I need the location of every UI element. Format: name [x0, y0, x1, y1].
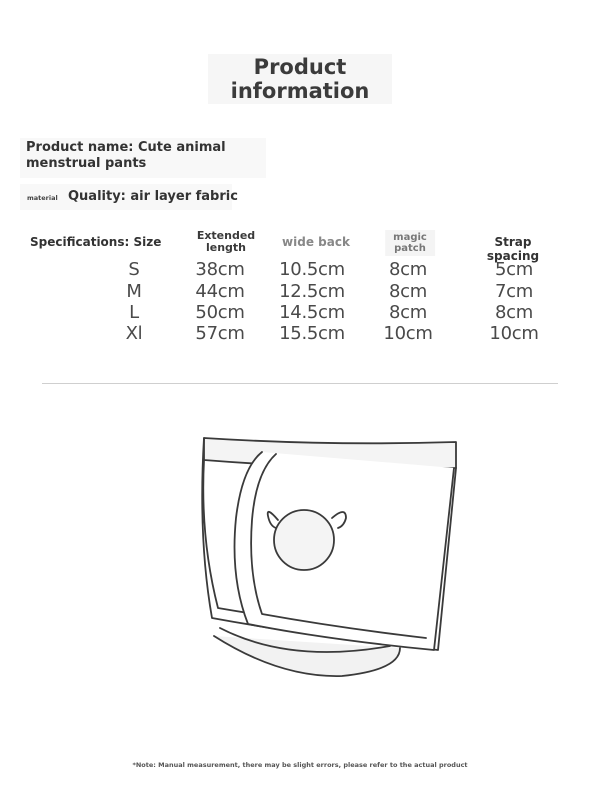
wide-back-cell: 12.5cm [279, 281, 345, 302]
wide-back-cell: 10.5cm [279, 259, 345, 280]
magic-patch-cell: 8cm [389, 281, 427, 302]
header-wide-back: wide back [282, 235, 350, 249]
specifications-label: Specifications: Size [30, 235, 162, 249]
quality-text: Quality: air layer fabric [68, 189, 238, 204]
magic-patch-cell: 8cm [389, 302, 427, 323]
title-line-2: information [230, 79, 370, 103]
strap-spacing-cell: 8cm [495, 302, 533, 323]
strap-spacing-cell: 5cm [495, 259, 533, 280]
title-line-1: Product [253, 55, 347, 79]
menstrual-pants-illustration [190, 428, 470, 698]
material-label: material [27, 194, 58, 202]
wide-back-cell: 15.5cm [279, 323, 345, 344]
strap-spacing-cell: 7cm [495, 281, 533, 302]
header-strap-spacing: Strap spacing [486, 235, 540, 263]
animal-face-icon [274, 510, 334, 570]
wide-back-cell: 14.5cm [279, 302, 345, 323]
size-cell: M [126, 281, 142, 302]
divider-line [42, 383, 558, 384]
size-cell: L [129, 302, 139, 323]
page-title [0, 55, 600, 103]
extended-cell: 38cm [195, 259, 245, 280]
spec-row-m [0, 281, 600, 303]
strap-spacing-cell: 10cm [489, 323, 539, 344]
header-extended-line-2: length [205, 241, 247, 254]
header-extended-line-1: Extended [196, 229, 256, 242]
magic-patch-cell: 10cm [383, 323, 433, 344]
spec-row-l [0, 302, 600, 324]
measurement-note: *Note: Manual measurement, there may be slight errors, please refer to the actual product [132, 761, 468, 769]
extended-cell: 57cm [195, 323, 245, 344]
spec-row-s [0, 259, 600, 281]
product-name-line-1: Product name: Cute animal [26, 140, 226, 155]
header-magic-line-2: patch [394, 243, 426, 254]
wrap-flap-outline [235, 452, 455, 650]
header-magic-line-1: magic [393, 232, 427, 243]
size-cell: Xl [125, 323, 143, 344]
header-extended-length [197, 230, 255, 254]
header-magic-patch [385, 230, 435, 256]
extended-cell: 50cm [195, 302, 245, 323]
spec-row-xl [0, 323, 600, 345]
product-name-line-2: menstrual pants [26, 156, 147, 171]
magic-patch-cell: 8cm [389, 259, 427, 280]
size-cell: S [128, 259, 140, 280]
extended-cell: 44cm [195, 281, 245, 302]
product-name [26, 140, 256, 172]
